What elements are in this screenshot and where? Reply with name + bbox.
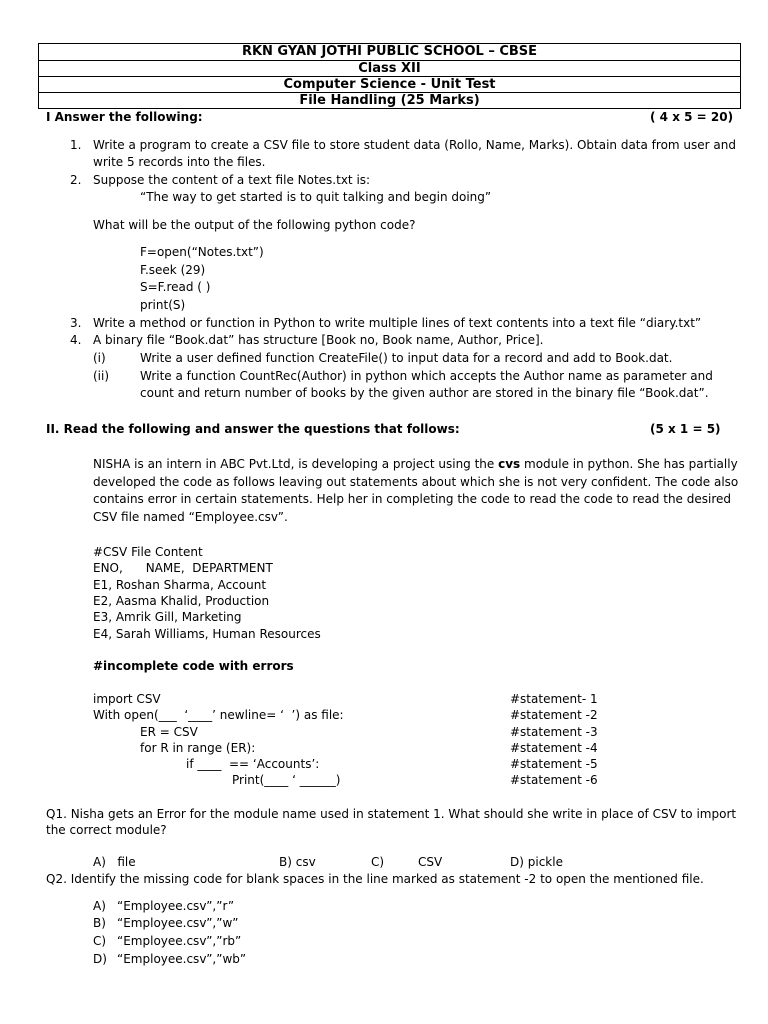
q1-text-line1: Write a program to create a CSV file to store student data (Rollo, Name, Marks). Obtain data from user and bbox=[93, 138, 736, 152]
question-q1-line2: the correct module? bbox=[46, 823, 167, 837]
q4-sub-i-text: Write a user defined function CreateFile() to input data for a record and add to Book.dat. bbox=[140, 351, 673, 365]
code-line: import CSV bbox=[93, 692, 161, 706]
q2-question: What will be the output of the following python code? bbox=[93, 218, 416, 232]
cvs-keyword: cvs bbox=[498, 457, 521, 471]
school-name: RKN GYAN JOTHI PUBLIC SCHOOL – CBSE bbox=[241, 44, 538, 59]
q1-option-a: A) file bbox=[93, 855, 136, 869]
csv-data-row: E4, Sarah Williams, Human Resources bbox=[93, 627, 321, 641]
q2-option-label: D) bbox=[93, 952, 107, 966]
header-table bbox=[38, 43, 741, 109]
subject-label: Computer Science - Unit Test bbox=[39, 76, 740, 93]
q2-option-label: C) bbox=[93, 934, 107, 948]
q4-number: 4. bbox=[70, 333, 82, 347]
csv-content-title: #CSV File Content bbox=[93, 545, 203, 559]
code-line: Print(____ ‘ ______) bbox=[232, 773, 341, 787]
q1-number: 1. bbox=[70, 138, 82, 152]
q2-code-line: F=open(“Notes.txt”) bbox=[140, 245, 264, 259]
q1-option-c-label: C) bbox=[371, 855, 385, 869]
q2-option-label: B) bbox=[93, 916, 106, 930]
section2-title: II. Read the following and answer the questions that follows: bbox=[46, 422, 460, 436]
q4-sub-ii-number: (ii) bbox=[93, 369, 110, 383]
passage-line2: developed the code as follows leaving out statements about which she is not very confident. The code also bbox=[93, 475, 739, 489]
q1-option-b: B) csv bbox=[279, 855, 316, 869]
q2-number: 2. bbox=[70, 173, 82, 187]
code-comment: #statement -6 bbox=[510, 773, 598, 787]
q2-option-label: A) bbox=[93, 899, 106, 913]
q4-sub-ii-line2: count and return number of books by the given author are stored in the binary file “Book.dat”. bbox=[140, 386, 709, 400]
code-comment: #statement- 1 bbox=[510, 692, 598, 706]
code-title: #incomplete code with errors bbox=[93, 659, 294, 673]
passage-line4: CSV file named “Employee.csv”. bbox=[93, 510, 288, 524]
q2-option-text: “Employee.csv”,”w” bbox=[117, 916, 239, 930]
q2-option-text: “Employee.csv”,”rb” bbox=[117, 934, 242, 948]
class-label: Class XII bbox=[39, 60, 740, 77]
q2-code-line: F.seek (29) bbox=[140, 263, 206, 277]
question-q1-line1: Q1. Nisha gets an Error for the module name used in statement 1. What should she write in place of CSV to import bbox=[46, 807, 737, 821]
q1-option-c-text: CSV bbox=[418, 855, 443, 869]
code-line: for R in range (ER): bbox=[140, 741, 256, 755]
q2-option-text: “Employee.csv”,”wb” bbox=[117, 952, 247, 966]
code-comment: #statement -5 bbox=[510, 757, 598, 771]
q4-sub-ii-line1: Write a function CountRec(Author) in python which accepts the Author name as parameter and bbox=[140, 369, 713, 383]
q2-quote: “The way to get started is to quit talking and begin doing” bbox=[140, 190, 492, 204]
q2-code-line: S=F.read ( ) bbox=[140, 280, 211, 294]
q2-code-line: print(S) bbox=[140, 298, 186, 312]
q2-text: Suppose the content of a text file Notes.txt is: bbox=[93, 173, 371, 187]
q3-text: Write a method or function in Python to write multiple lines of text contents into a text file “diary.txt” bbox=[93, 316, 702, 330]
code-comment: #statement -2 bbox=[510, 708, 598, 722]
csv-data-row: E1, Roshan Sharma, Account bbox=[93, 578, 267, 592]
code-line: if ____ == ‘Accounts’: bbox=[186, 757, 320, 771]
code-comment: #statement -4 bbox=[510, 741, 598, 755]
code-line: With open(___ ‘____’ newline= ‘ ’) as file: bbox=[93, 708, 344, 722]
q4-text: A binary file “Book.dat” has structure [Book no, Book name, Author, Price]. bbox=[93, 333, 544, 347]
passage-line1: NISHA is an intern in ABC Pvt.Ltd, is developing a project using the cvs module in python. She has partially bbox=[93, 457, 738, 471]
section2-marks: (5 x 1 = 5) bbox=[650, 422, 721, 436]
section1-marks: ( 4 x 5 = 20) bbox=[650, 110, 734, 124]
csv-header-row: ENO, NAME, DEPARTMENT bbox=[93, 561, 273, 575]
q1-option-d: D) pickle bbox=[510, 855, 563, 869]
q2-option-text: “Employee.csv”,”r” bbox=[117, 899, 235, 913]
passage-line3: contains error in certain statements. Help her in completing the code to read the code to read the desired bbox=[93, 492, 732, 506]
q1-text-line2: write 5 records into the files. bbox=[93, 155, 266, 169]
topic-label: File Handling (25 Marks) bbox=[39, 92, 740, 109]
q3-number: 3. bbox=[70, 316, 82, 330]
code-line: ER = CSV bbox=[140, 725, 198, 739]
csv-data-row: E3, Amrik Gill, Marketing bbox=[93, 610, 242, 624]
code-comment: #statement -3 bbox=[510, 725, 598, 739]
section1-title: I Answer the following: bbox=[46, 110, 203, 124]
question-q2-line1: Q2. Identify the missing code for blank spaces in the line marked as statement -2 to open the mentioned file. bbox=[46, 872, 704, 886]
q4-sub-i-number: (i) bbox=[93, 351, 106, 365]
csv-data-row: E2, Aasma Khalid, Production bbox=[93, 594, 270, 608]
